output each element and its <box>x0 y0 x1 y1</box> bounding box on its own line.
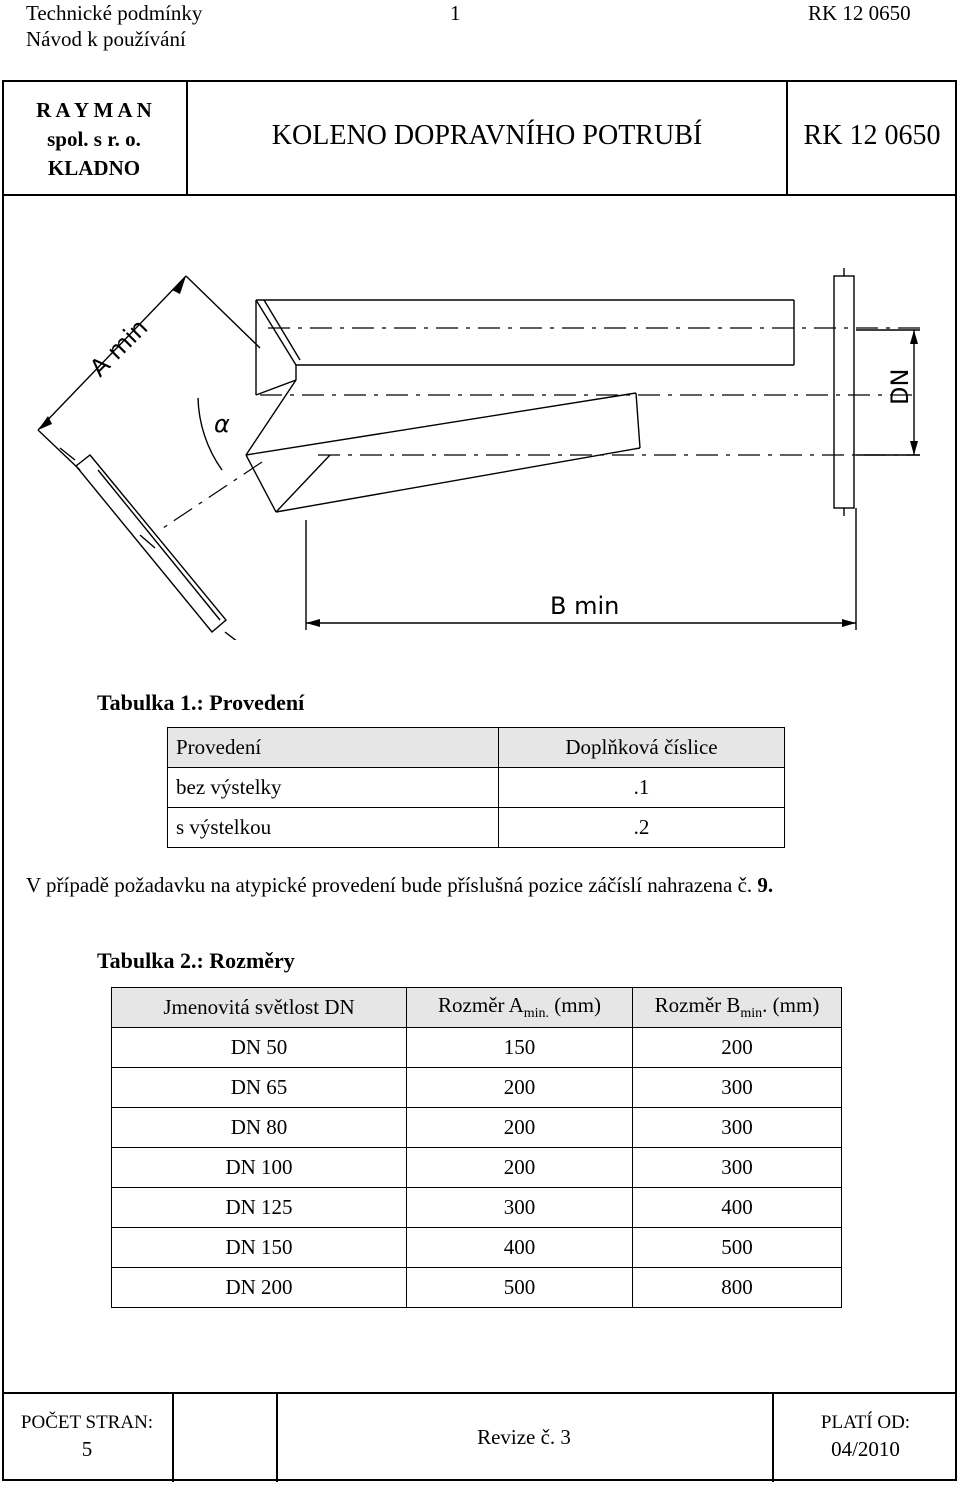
company-city: KLADNO <box>47 156 141 180</box>
company-name: R A Y M A N <box>36 98 152 122</box>
pipe-elbow-drawing <box>0 250 960 640</box>
revision: Revize č. 3 <box>477 1425 571 1449</box>
cell-cislice: .1 <box>499 768 785 808</box>
cell-b-min: 300 <box>633 1108 842 1148</box>
page-number: 1 <box>450 1 461 25</box>
footer-sep-1 <box>172 1394 174 1482</box>
table1-caption: Tabulka 1.: Provedení <box>97 690 305 715</box>
cell-a-min: 200 <box>407 1108 633 1148</box>
atypical-note <box>26 873 773 898</box>
table-provedeni <box>167 727 785 848</box>
cell-dn: DN 65 <box>112 1068 407 1108</box>
document-title: KOLENO DOPRAVNÍHO POTRUBÍ <box>271 120 703 151</box>
title-block-divider <box>2 194 957 196</box>
table-header-row <box>112 988 842 1028</box>
note-number: 9. <box>757 873 774 897</box>
cell-a-min: 500 <box>407 1268 633 1308</box>
cell-a-min: 400 <box>407 1228 633 1268</box>
header-provedeni: Provedení <box>168 728 499 768</box>
label-dn: DN <box>886 368 914 405</box>
cell-b-min: 400 <box>633 1188 842 1228</box>
angled-pipe-lower <box>276 448 640 512</box>
table-row <box>112 1188 842 1228</box>
cell-dn: DN 150 <box>112 1228 407 1268</box>
table-row <box>168 768 785 808</box>
angled-pipe-upper <box>246 393 636 455</box>
cell-provedeni: bez výstelky <box>168 768 499 808</box>
cell-dn: DN 80 <box>112 1108 407 1148</box>
table-row <box>112 1268 842 1308</box>
label-alpha: α <box>214 410 230 438</box>
table-row <box>112 1108 842 1148</box>
company-block <box>2 96 186 183</box>
table2-caption: Tabulka 2.: Rozměry <box>97 948 295 973</box>
cell-dn: DN 125 <box>112 1188 407 1228</box>
header-b-min: Rozměr $B_{min}$. (mm) <box>633 988 842 1028</box>
cell-b-min: 200 <box>633 1028 842 1068</box>
table-row <box>112 1148 842 1188</box>
cell-provedeni: s výstelkou <box>168 808 499 848</box>
cell-b-min: 300 <box>633 1148 842 1188</box>
cell-a-min: 200 <box>407 1068 633 1108</box>
cell-b-min: 500 <box>633 1228 842 1268</box>
valid-from-label: PLATÍ OD: <box>820 1412 911 1433</box>
cell-b-min: 300 <box>633 1068 842 1108</box>
doc-subtitle: Návod k používání <box>26 27 186 51</box>
table-rozmery <box>111 987 842 1308</box>
cell-a-min: 300 <box>407 1188 633 1228</box>
cell-b-min: 800 <box>633 1268 842 1308</box>
label-a-min: A min <box>84 313 154 383</box>
cell-cislice: .2 <box>499 808 785 848</box>
table-row <box>112 1028 842 1068</box>
pages-label: POČET STRAN: <box>20 1412 154 1433</box>
cell-a-min: 150 <box>407 1028 633 1068</box>
table-row <box>168 808 785 848</box>
doc-type: Technické podmínky <box>26 1 203 25</box>
pages-value: 5 <box>81 1437 93 1461</box>
label-b-min: B min <box>550 592 620 620</box>
cell-a-min: 200 <box>407 1148 633 1188</box>
cell-dn: DN 200 <box>112 1268 407 1308</box>
right-flange <box>834 276 854 508</box>
header-a-min: Rozměr $A_{min.}$ (mm) <box>407 988 633 1028</box>
table-row <box>112 1228 842 1268</box>
document-code: RK 12 0650 <box>803 120 941 151</box>
header-doplnkova-cislice: Doplňková číslice <box>499 728 785 768</box>
doc-code: RK 12 0650 <box>808 1 911 25</box>
cell-dn: DN 50 <box>112 1028 407 1068</box>
left-flange <box>76 455 226 632</box>
table-row <box>112 1068 842 1108</box>
table-header-row <box>168 728 785 768</box>
header-dn: Jmenovitá světlost DN <box>112 988 407 1028</box>
footer-block <box>2 1392 957 1483</box>
company-form: spol. s r. o. <box>47 127 141 151</box>
cell-dn: DN 100 <box>112 1148 407 1188</box>
note-text: V případě požadavku na atypické provedení bude příslušná pozice záčíslí nahrazena č. <box>26 873 758 897</box>
valid-from-value: 04/2010 <box>831 1437 900 1461</box>
